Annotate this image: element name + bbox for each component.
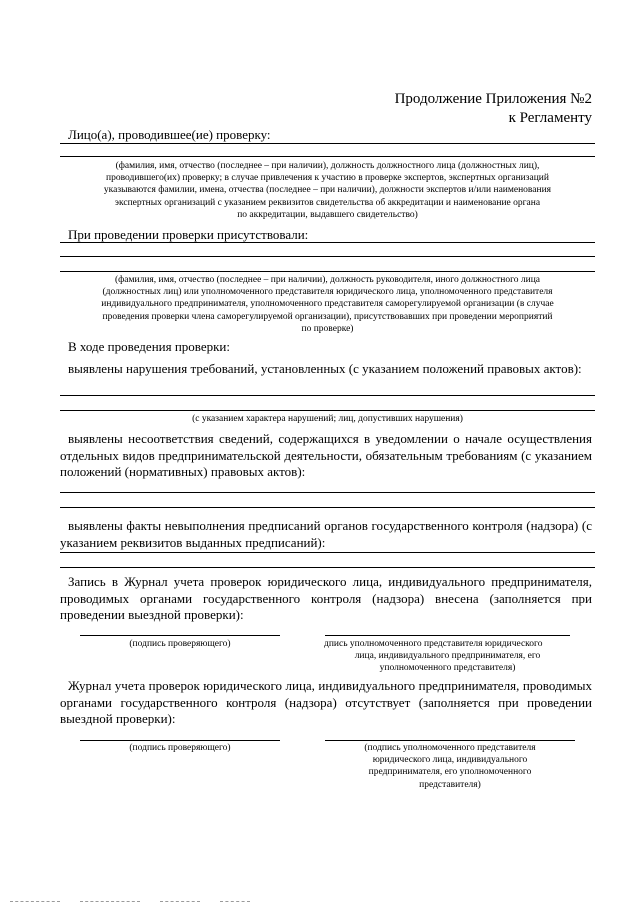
violations-caption: (с указанием характера нарушений; лиц, допустивших нарушения) <box>192 414 463 424</box>
present-underline <box>60 242 595 243</box>
violations-fill-line <box>60 410 595 411</box>
regulation-reference: к Регламенту <box>508 110 592 126</box>
violations-fill-line <box>60 395 595 396</box>
inspector-signature-line <box>80 740 280 741</box>
journal-absent-text: Журнал учета проверок юридического лица, индивидуального предпринимателя, проводимых органами государственного контроля (надзора) отсутствует (заполняется при проведении выездной проверки): <box>60 678 592 726</box>
caption-line: по проверке) <box>301 323 354 334</box>
representative-signature-caption <box>320 638 575 675</box>
orders-fill-line <box>60 567 595 568</box>
mismatch-fill-line <box>60 507 595 508</box>
caption-line: (должностных лиц) или уполномоченного представителя юридического лица, уполномоченного представителя <box>102 287 553 298</box>
scan-artifact <box>160 901 200 902</box>
inspectors-caption <box>60 160 595 221</box>
inspectors-underline <box>60 143 595 144</box>
representative-signature-caption <box>325 742 575 791</box>
caption-line: дпись уполномоченного представителя юридического <box>324 639 543 649</box>
present-caption <box>60 274 595 335</box>
inspectors-fill-line <box>60 156 595 157</box>
caption-line: экспертных организаций с указанием реквизитов свидетельства об аккредитации и наименование органа <box>114 197 541 208</box>
inspector-signature-caption: (подпись проверяющего) <box>129 639 231 649</box>
caption-line: представителя) <box>419 779 481 790</box>
inspectors-label: Лицо(а), проводившее(ие) проверку: <box>68 127 271 142</box>
journal-entry-text: Запись в Журнал учета проверок юридического лица, индивидуального предпринимателя, проводимых органами государственного контроля (надзора) внесена (заполняется при проведении выездной проверки): <box>60 574 592 622</box>
inspector-signature-line <box>80 635 280 636</box>
scan-artifact <box>10 901 60 902</box>
caption-line: проведения проверки члена саморегулируемой организации), присутствовавших при проведении мероприятий <box>102 311 553 322</box>
during-inspection-label: В ходе проведения проверки: <box>68 339 231 354</box>
representative-signature-line <box>325 635 570 636</box>
mismatch-fill-line <box>60 492 595 493</box>
appendix-continuation-title: Продолжение Приложения №2 <box>394 91 592 107</box>
caption-line: указываются фамилии, имена, отчества (последнее – при наличии), должности экспертов и/или наименования <box>103 185 552 196</box>
caption-line: (подпись уполномоченного представителя <box>364 743 536 753</box>
present-fill-line <box>60 271 595 272</box>
caption-line: индивидуального предпринимателя, уполномоченного представителя саморегулируемой организации (в случае <box>101 299 554 310</box>
present-fill-line <box>60 256 595 257</box>
orders-fill-line <box>60 552 595 553</box>
inspector-signature-caption: (подпись проверяющего) <box>129 743 231 753</box>
representative-signature-line <box>325 740 575 741</box>
scan-artifact <box>80 901 140 902</box>
unfulfilled-orders-text: выявлены факты невыполнения предписаний органов государственного контроля (надзора) (с указанием реквизитов выданных предписаний): <box>60 518 592 550</box>
present-label: При проведении проверки присутствовали: <box>68 227 309 242</box>
caption-line: (фамилия, имя, отчество (последнее – при наличии), должность руководителя, иного должностного лица <box>114 275 541 285</box>
caption-line: предпринимателя, его уполномоченного <box>368 767 532 778</box>
caption-line: проводившего(их) проверку; в случае привлечения к участию в проверке экспертов, экспертных организаций <box>106 173 549 184</box>
caption-line: лица, индивидуального предпринимателя, его <box>354 651 541 662</box>
violations-label: выявлены нарушения требований, установленных (с указанием положений правовых актов): <box>68 361 582 376</box>
scan-artifact <box>220 901 250 902</box>
notification-mismatch-text: выявлены несоответствия сведений, содержащихся в уведомлении о начале осуществления отдельных видов предпринимательской деятельности, обязательным требованиям (с указанием положений (нормативных) правовых актов): <box>60 431 592 479</box>
caption-line: уполномоченного представителя) <box>379 663 516 674</box>
caption-line: (фамилия, имя, отчество (последнее – при наличии), должность должностного лица (должностных лиц), <box>115 161 540 171</box>
caption-line: юридического лица, индивидуального <box>372 755 528 766</box>
caption-line: по аккредитации, выдавшего свидетельство) <box>237 209 418 220</box>
